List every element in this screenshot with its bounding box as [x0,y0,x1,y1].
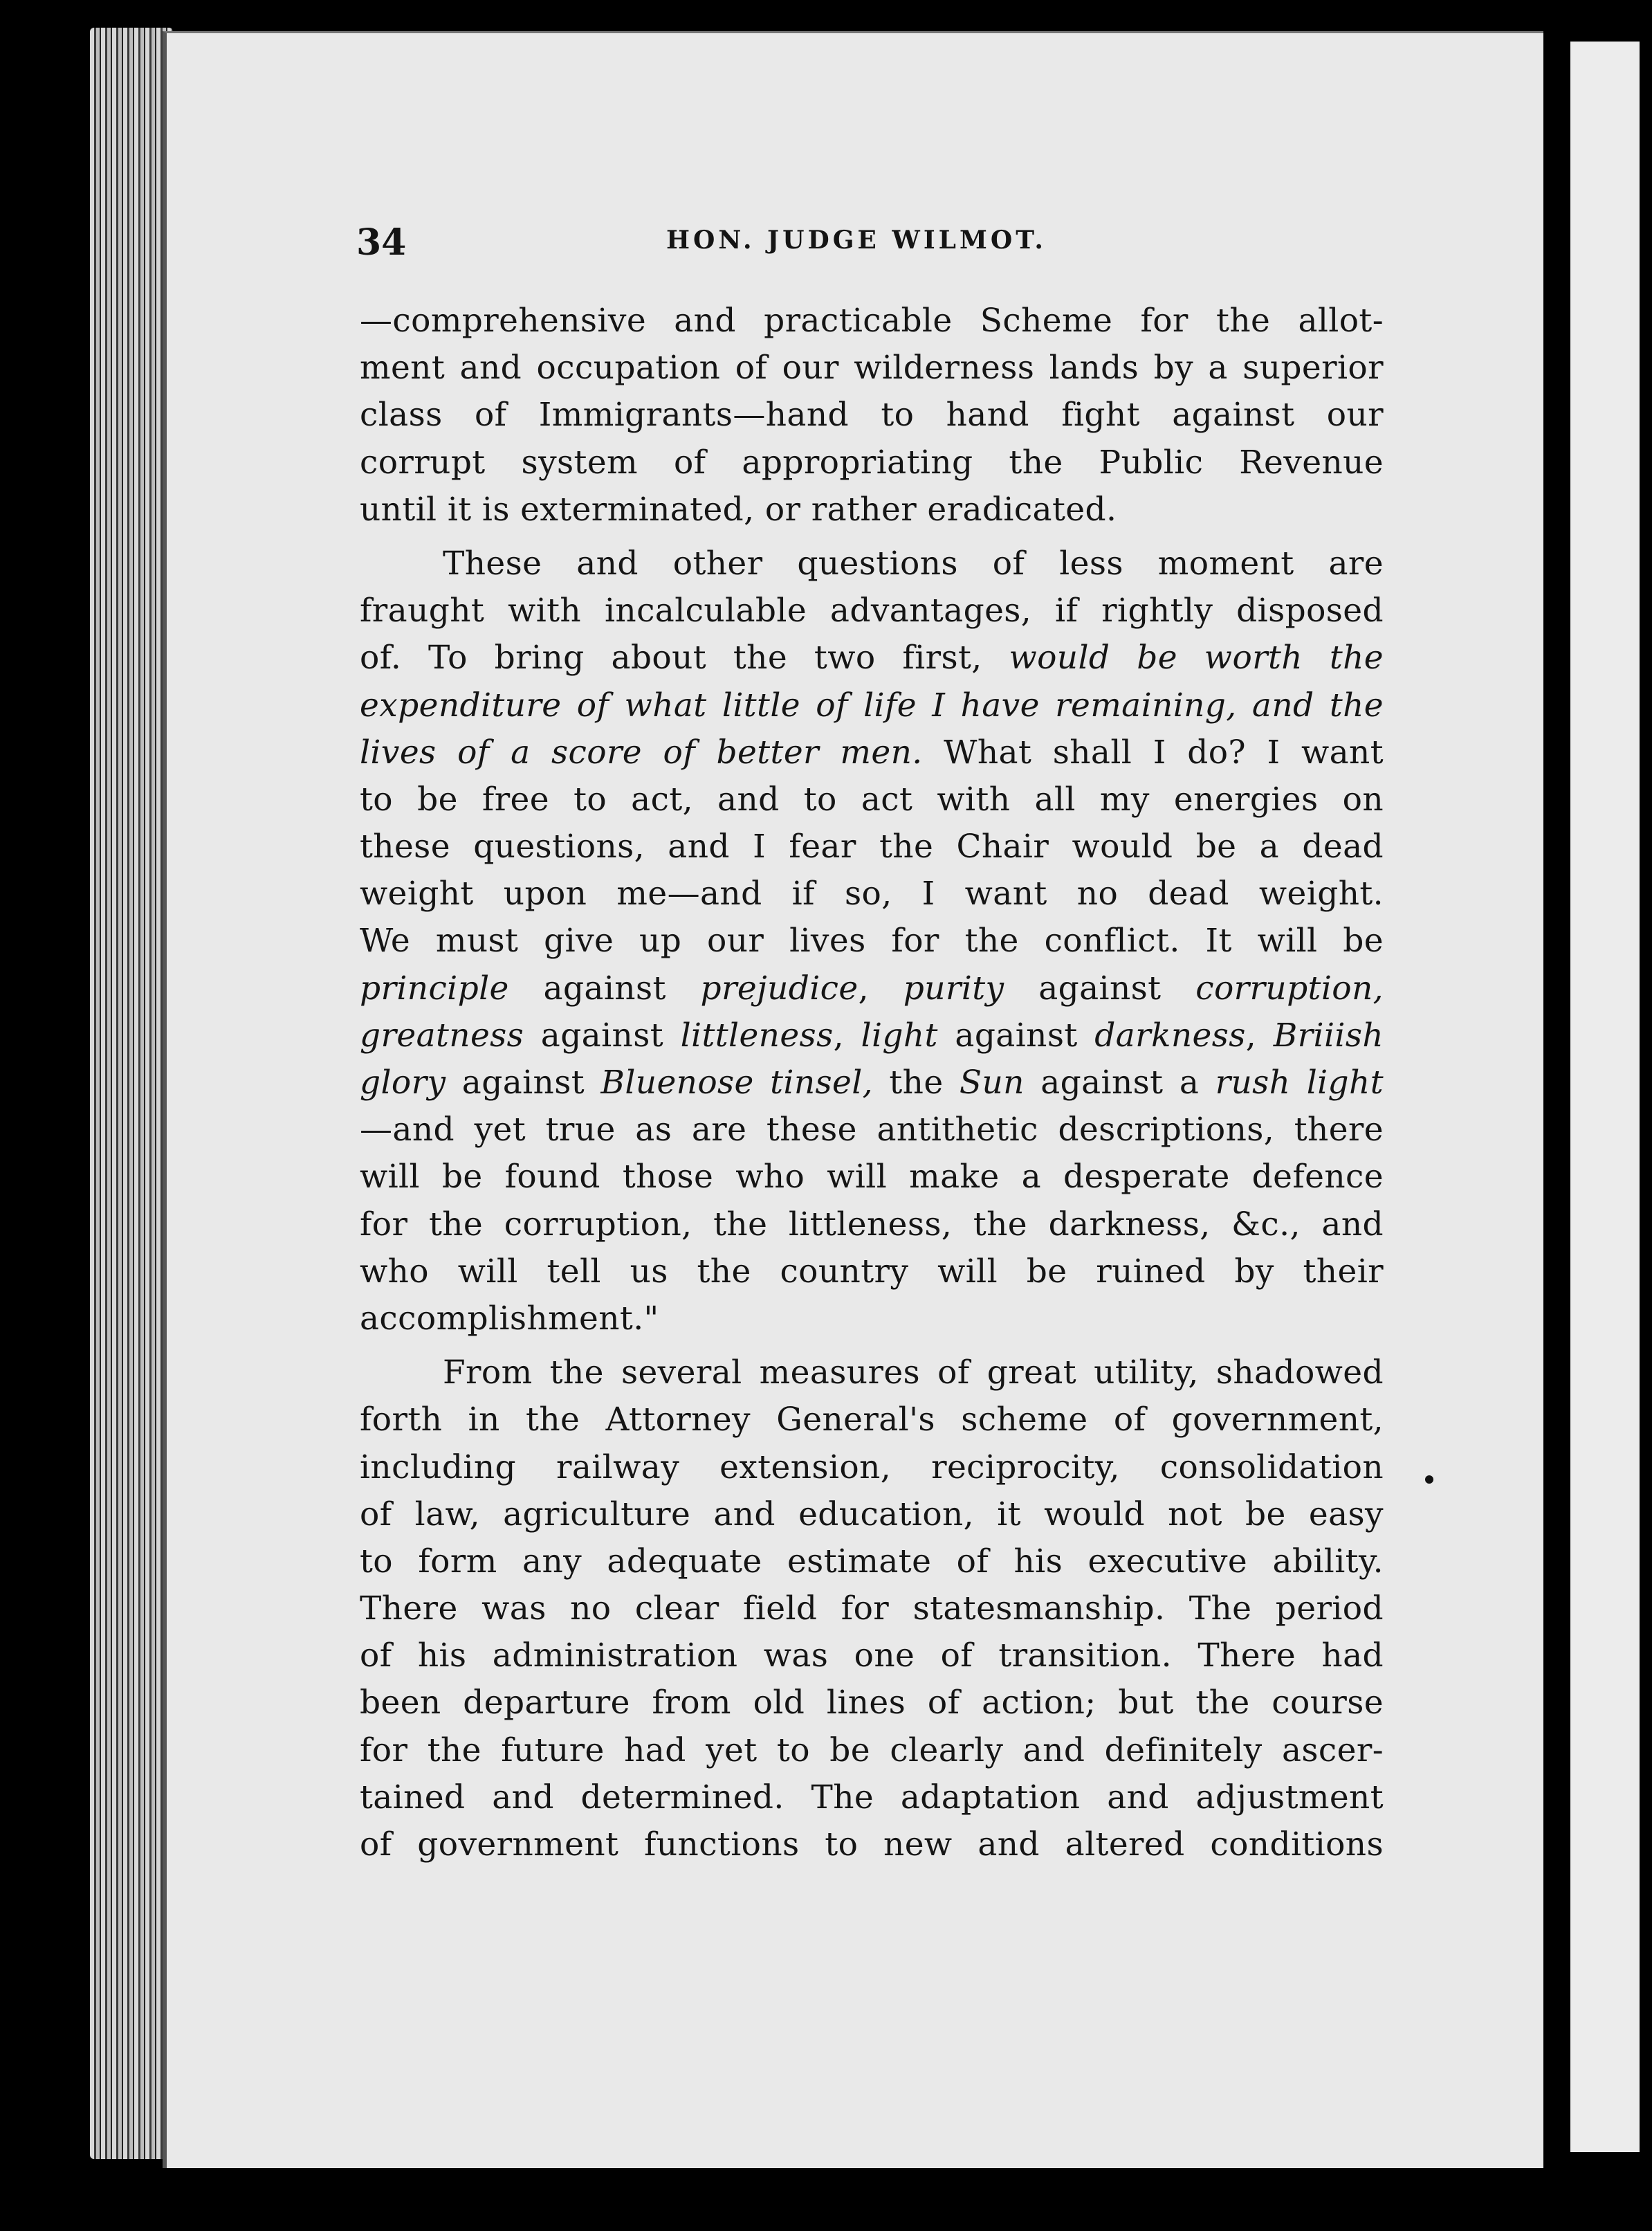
text-line: There was no clear field for statesmanship. The period [360,1590,1384,1628]
page-edges [90,28,173,2159]
text-line: of government functions to new and altered conditions [360,1825,1384,1864]
facing-page-edge [1570,42,1640,2152]
page-header [356,221,1449,284]
text-line: will be found those who will make a desperate defence [360,1158,1384,1196]
text-line: From the several measures of great utility, shadowed [443,1354,1384,1392]
text-line: lives of a score of better men. What shall I do? I want [360,733,1384,772]
text-line: expenditure of what little of life I have remaining, and the [360,686,1384,725]
text-line: We must give up our lives for the conflict. It will be [360,922,1384,960]
text-line: for the future had yet to be clearly and definitely ascer- [360,1731,1384,1769]
text-line: —comprehensive and practicable Scheme for the allot- [360,302,1384,340]
body-text [360,298,1384,1868]
page-number: 34 [356,221,407,264]
text-line: ment and occupation of our wilderness lands by a superior [360,349,1384,388]
running-head: HON. JUDGE WILMOT. [666,226,1047,255]
text-line: weight upon me—and if so, I want no dead weight. [360,875,1384,913]
text-line: to be free to act, and to act with all my energies on [360,780,1384,819]
text-line: tained and determined. The adaptation and adjustment [360,1778,1384,1816]
ink-speck [1425,1475,1433,1484]
text-line: these questions, and I fear the Chair would be a dead [360,828,1384,866]
text-line: for the corruption, the littleness, the darkness, &c., and [360,1205,1384,1244]
text-line: of law, agriculture and education, it would not be easy [360,1495,1384,1533]
text-line: principle against prejudice, purity against corruption, [360,969,1384,1008]
text-line: been departure from old lines of action; but the course [360,1684,1384,1722]
text-line: forth in the Attorney General's scheme of government, [360,1401,1384,1439]
text-line: who will tell us the country will be ruined by their [360,1252,1384,1291]
text-line: fraught with incalculable advantages, if rightly disposed [360,592,1384,630]
text-line: of his administration was one of transition. There had [360,1637,1384,1675]
text-line: including railway extension, reciprocity, consolidation [360,1448,1384,1486]
text-line: class of Immigrants—hand to hand fight against our [360,396,1384,435]
text-line: to form any adequate estimate of his executive ability. [360,1542,1384,1581]
text-line: glory against Bluenose tinsel, the Sun against a rush light [360,1064,1384,1102]
text-line: greatness against littleness, light against darkness, Briiish [360,1016,1384,1055]
text-line: These and other questions of less moment are [443,544,1384,583]
text-line: accomplishment." [360,1299,659,1338]
text-line: of. To bring about the two first, would be worth the [360,639,1384,677]
text-line: corrupt system of appropriating the Public Revenue [360,443,1384,482]
text-line: —and yet true as are these antithetic descriptions, there [360,1111,1384,1149]
text-line: until it is exterminated, or rather eradicated. [360,490,1117,529]
